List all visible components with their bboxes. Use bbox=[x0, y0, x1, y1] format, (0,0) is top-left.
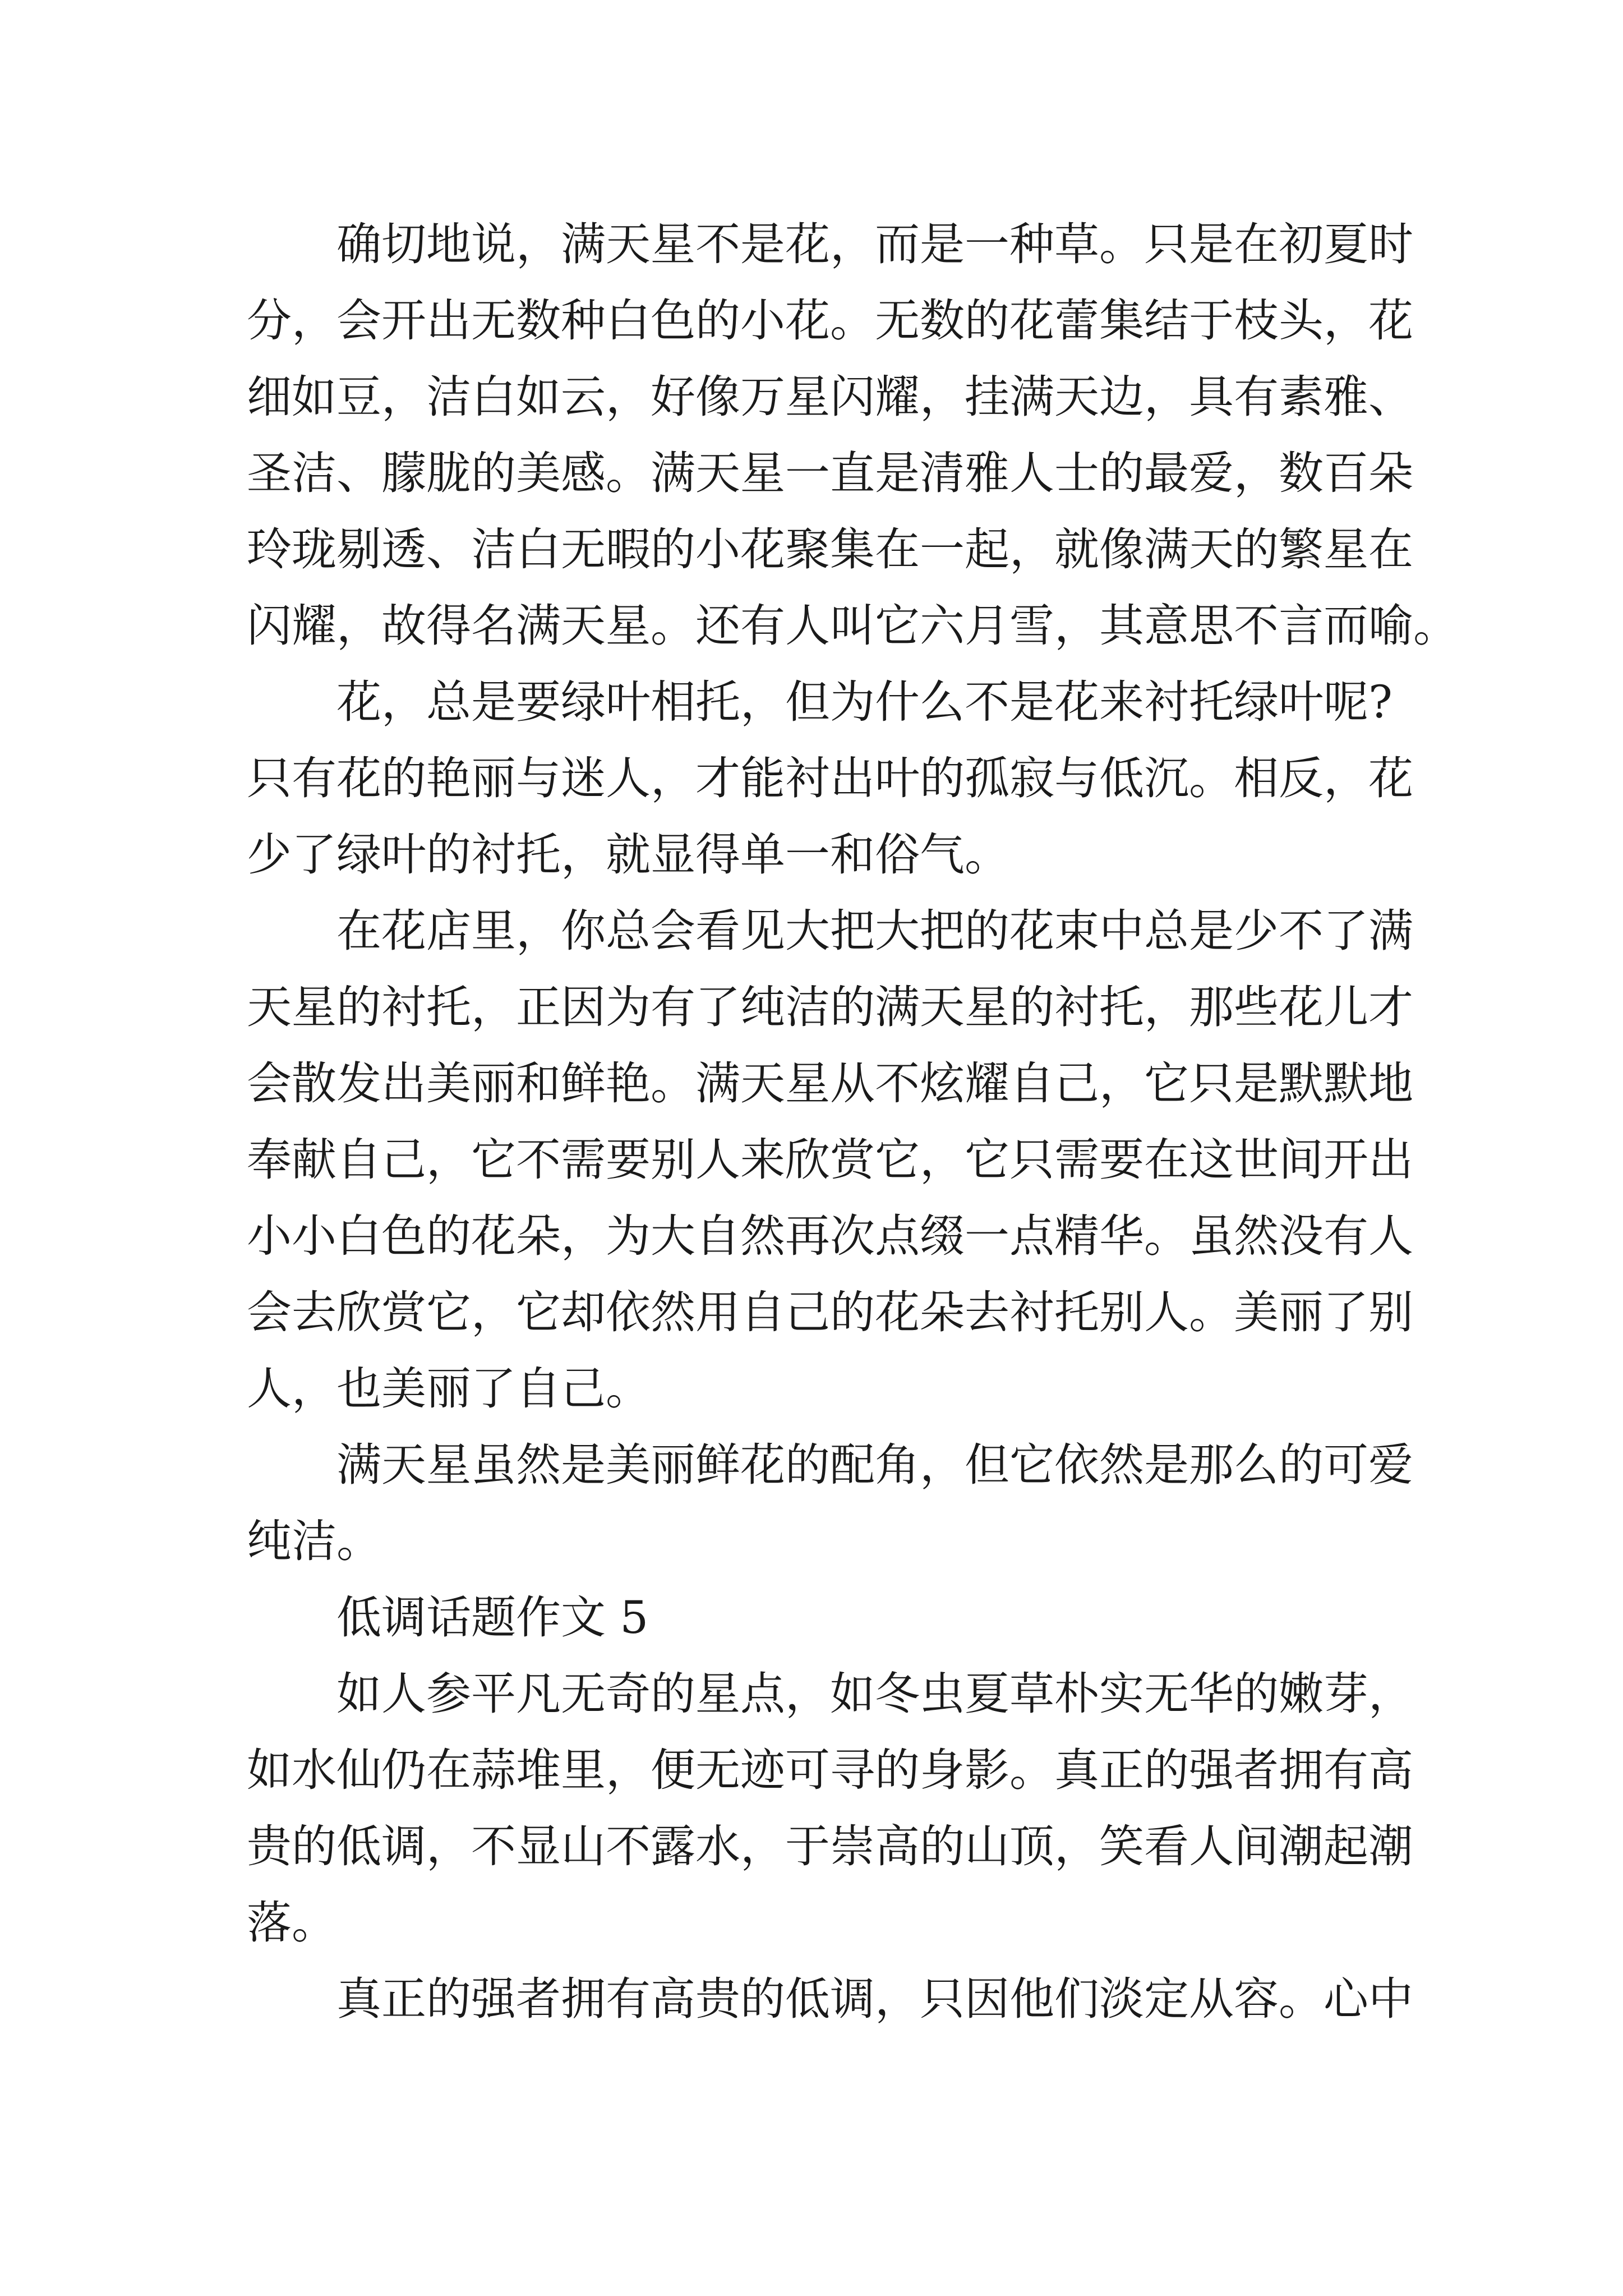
text-line-4: 圣洁、朦胧的美感。满天星一直是清雅人士的最爱，数百朵 bbox=[247, 447, 1413, 499]
text-line-1: 确切地说，满天星不是花，而是一种草。只是在初夏时 bbox=[336, 218, 1413, 270]
text-line-10: 在花店里，你总会看见大把大把的花束中总是少不了满 bbox=[336, 905, 1413, 957]
text-line-14: 小小白色的花朵，为大自然再次点缀一点精华。虽然没有人 bbox=[247, 1210, 1413, 1262]
text-line-12: 会散发出美丽和鲜艳。满天星从不炫耀自己，它只是默默地 bbox=[247, 1057, 1413, 1110]
text-line-24: 真正的强者拥有高贵的低调，只因他们淡定从容。心中 bbox=[336, 1973, 1413, 2025]
text-line-7: 花，总是要绿叶相托，但为什么不是花来衬托绿叶呢? bbox=[336, 676, 1393, 728]
text-line-3: 细如豆，洁白如云，好像万星闪耀，挂满天边，具有素雅、 bbox=[247, 371, 1413, 423]
text-line-9: 少了绿叶的衬托，就显得单一和俗气。 bbox=[247, 829, 1009, 881]
text-line-6: 闪耀，故得名满天星。还有人叫它六月雪，其意思不言而喻。 bbox=[247, 600, 1458, 652]
text-line-2: 分，会开出无数种白色的小花。无数的花蕾集结于枝头，花 bbox=[247, 295, 1413, 347]
section-heading: 低调话题作文 5 bbox=[336, 1591, 649, 1644]
text-line-13: 奉献自己，它不需要别人来欣赏它，它只需要在这世间开出 bbox=[247, 1134, 1413, 1186]
text-line-20: 如人参平凡无奇的星点，如冬虫夏草朴实无华的嫩芽， bbox=[336, 1668, 1413, 1720]
text-line-17: 满天星虽然是美丽鲜花的配角，但它依然是那么的可爱 bbox=[336, 1439, 1413, 1491]
text-line-22: 贵的低调，不显山不露水，于崇高的山顶，笑看人间潮起潮 bbox=[247, 1820, 1413, 1872]
text-line-5: 玲珑剔透、洁白无暇的小花聚集在一起，就像满天的繁星在 bbox=[247, 523, 1413, 576]
text-line-15: 会去欣赏它，它却依然用自己的花朵去衬托别人。美丽了别 bbox=[247, 1286, 1413, 1338]
text-line-18: 纯洁。 bbox=[247, 1515, 381, 1567]
text-line-23: 落。 bbox=[247, 1897, 336, 1949]
text-line-21: 如水仙仍在蒜堆里，便无迹可寻的身影。真正的强者拥有高 bbox=[247, 1744, 1413, 1796]
text-line-8: 只有花的艳丽与迷人，才能衬出叶的孤寂与低沉。相反，花 bbox=[247, 752, 1413, 804]
text-line-16: 人，也美丽了自己。 bbox=[247, 1363, 651, 1415]
text-line-11: 天星的衬托，正因为有了纯洁的满天星的衬托，那些花儿才 bbox=[247, 981, 1413, 1033]
